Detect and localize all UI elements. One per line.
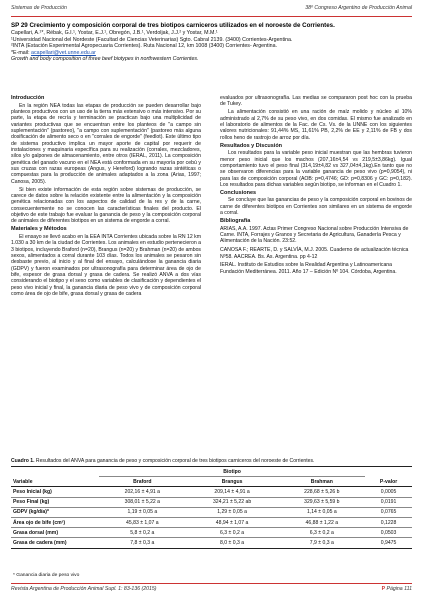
footer-divider: [11, 583, 412, 584]
email-link[interactable]: acapellari@vet.unne.edu.ar: [31, 49, 96, 56]
header-section: Sistemas de Producción: [11, 5, 67, 11]
reference-arias: ARIAS, A.A. 1997. Actas Primer Congreso Nacional sobre Producción Intensiva de Carne. INTA, Forrajes y Granos y Secretaria de Agricultura, Ganadería Pesca y Alimentación de la Nación. 23:52.: [220, 225, 409, 245]
right-column: [220, 95, 412, 278]
results-paragraph: Los resultados para la variable peso inicial muestran que las hembras tuvieron menor peso inicial que los machos (207,16±4,54 vs 219,5±3,86kg). Igual comportamiento tuvo el peso final (314,19±4,82 vs 327,04±4,1kg).En tanto que no se observaron diferencias para la variable ganancia de peso vivo (p=0,9054), ni para las de composición corporal (AOB: p=0,4746; GD: p=0,8306 y GC: p=0,182). Los resultados para dichas variables según biotipo, se informan en el Cuadro 1.: [220, 150, 412, 188]
paper-title: SP 29 Crecimiento y composición corporal de tres biotipos carniceros utilizados en el noroeste de Corrientes.: [11, 22, 335, 29]
table-caption: [11, 458, 412, 464]
col-variable: Variable: [11, 477, 99, 487]
header-congress: 38º Congreso Argentino de Producción Animal: [305, 5, 412, 11]
intro-paragraph-1: En la región NEA todas las etapas de producción se pueden desarrollar bajo planteos productivos con un uso de la tierra más extensivo o más intensivo. Por su parte, la etapa de recría y terminación se practican bajo una multiplicidad de variantes productivas que se encuentran entre los planteos de "a campo sin suplementación" (pastoreo), "a campo con suplementación" (pastoreo más alguna dosificación de alimento seco o en "corrales de engorde" (feedlot). Este último tipo de sistema productivo implica un mayor aporte de capital por requerir de instalaciones y maquinaria específica para su realización (corrales, mezcladores, silos y/o galpones de almacenamiento, entre otros (IERAL, 2011). La composición genética del ganado vacuno en el NEA está conformada en su mayoría por cebú y sus cruzas con razas europeas (Angus, y Hereford) logrando razas sintéticas o compuestas para la producción de animales adaptados a la zona (Arias, 1997; Canosa, 2005).: [11, 102, 201, 185]
col-p-valor: P-valor: [365, 477, 412, 487]
table-column-header-row: [11, 477, 412, 487]
authors: Capellari, A.¹*, Rébak, G.I.¹, Yostar, E.J.¹, Obregón, J.B.¹, Verdoljak, J.J.² y Yostar, M.M.¹: [11, 30, 218, 36]
footer-page-number: Página 111: [386, 586, 412, 592]
table-row: Grasa dorsal (mm) 5,8 ± 0,2 a 6,3 ± 0,2 a 6,3 ± 0,2 a 0,0503: [11, 528, 412, 538]
feed-paragraph: La alimentación consistió en una ración de maíz molido y núcleo al 10% administrado al 2,7% de su peso vivo, en dos comidas. El mismo fue analizado en el laboratorio de alimentos de la Fac. de Cs. Vs. de la UNNE con los siguientes valores nutricionales: 91,44% MS, 11,61% PB, 2,2% de EE y 2,11% de FB y dos rollos heno de rastrojo de arroz por día.: [220, 109, 412, 141]
running-header: [11, 5, 412, 15]
heading-conclusiones: Conclusiones: [220, 189, 257, 196]
paper-meta: [11, 30, 412, 63]
heading-materiales: Materiales y Métodos: [11, 226, 67, 233]
table-row: Peso Inicial (kg) 202,16 ± 4,91 a 209,14 ± 4,91 a 228,68 ± 5,26 b 0,0005: [11, 487, 412, 497]
col-brangus: Brangus: [186, 477, 279, 487]
table-row: Área ojo de bife (cm²) 45,83 ± 1,07 a 48,94 ± 1,07 a 46,88 ± 1,22 a 0,1228: [11, 517, 412, 527]
affiliation-2: ²INTA (Estación Experimental Agropecuaria Corrientes). Ruta Nacional 12, km 1008 (3400) Corrientes- Argentina.: [11, 43, 278, 50]
methods-continued: evaluados por ultrasonografía. Las medias se compararon post hoc con la prueba de Tukey.: [220, 95, 412, 108]
table-row: Peso Final (kg) 308,01 ± 5,22 a 324,21 ± 5,22 ab 329,63 ± 5,59 b 0,0191: [11, 497, 412, 507]
page-mark-icon: P: [381, 586, 386, 592]
heading-resultados: Resultados y Discusión: [220, 142, 283, 149]
table-caption-label: Cuadro 1.: [11, 458, 35, 464]
table-caption-text: Resultados del ANVA para ganancia de peso y composición corporal de tres biotipos carniceros del noroeste de Corrientes.: [35, 458, 315, 464]
left-column: [11, 95, 201, 299]
reference-ieral: IERAL. Instituto de Estudios sobre la Realidad Argentina y Latinoamericana Fundación Mediterránea. 2011. Año 17 – Edición Nº 104. Córdoba, Argentina.: [220, 262, 397, 275]
conclusion-paragraph: Se concluye que las ganancias de peso y la composición corporal en bovinos de carne de diferentes biotipos en Corrientes son similares en un sistema de engorde a corral.: [220, 197, 412, 217]
methods-paragraph: El ensayo se llevó acabo en la EEA INTA Corrientes ubicada sobre la RN 12 km 1.030 a 30 km de la ciudad de Corrientes. Los animales en estudio pertenecieron a 3 biotipos, incluyendo Braford (n=20), Brangus (n=20) y Brahman (n=20) de ambos sexos, alimentados a corral durante 103 días. Todos los animales se pesaron sin desbaste previo, al inicio y al final del ensayo, calculándose la ganancia diaria (GDPV) y fueron examinados por ultrasonografía para determinar área de ojo de bife, espesor de grasa dorsal y grasa de cadera. Se realizó ANVA a dos vías considerando el biotipo y el sexo como variables de clasificación y dependientes el peso vivo inicial y final, la ganancia diaria de peso vivo y de composición corporal como área de ojo de bife, grasa dorsal y grasa de cadera: [11, 233, 201, 297]
col-brahman: Brahman: [279, 477, 366, 487]
email-label: *E-mail:: [11, 49, 30, 56]
email-line: [11, 50, 412, 57]
col-braford: Braford: [99, 477, 186, 487]
heading-bibliografia: Bibliografía: [220, 218, 251, 225]
table-group-header-row: [11, 467, 412, 477]
header-divider: [11, 16, 412, 17]
footer-journal: Revista Argentina de Producción Animal Supl. 1: 83-136 (2015): [11, 586, 157, 592]
table-footnote: * Ganancia diaria de peso vivo: [13, 573, 80, 578]
heading-introduccion: Introducción: [11, 95, 45, 101]
results-table: [11, 466, 412, 549]
footer-page: [382, 586, 412, 592]
english-title: Growth and body composition of three beef biotypes in northwestern Corrientes.: [11, 56, 199, 63]
affiliation-1: ¹Universidad Nacional del Nordeste (Facultad de Ciencias Veterinarias) Sgto. Cabral 2139. (3400) Corrientes-Argentina.: [11, 36, 293, 43]
reference-canosa: CANOSA F.; REARTE, D. y SALVÍA, M.J. 2005. Cuaderno de actualización técnica Nº58. AACREA. Bs. As. Argentina. pp 4-12: [220, 247, 409, 260]
intro-paragraph-2: Si bien existe información de esta región sobre sistemas de producción, se carece de datos sobre la relación existente entre la alimentación y la composición genética relacionadas con los aspectos de calidad de la res y de la carne, consecuentemente no se conocen las características finales del producto. El objetivo de este trabajo fue evaluar la ganancia de peso y la composición corporal de animales de diferentes biotipos en un sistema de engorde a corral.: [11, 186, 201, 225]
biotipo-group-header: Biotipo: [99, 467, 365, 477]
table-row: GDPV (kg/día)* 1,19 ± 0,05 a 1,29 ± 0,05 a 1,14 ± 0,05 a 0,0765: [11, 507, 412, 517]
table-row: Grasa de cadera (mm) 7,8 ± 0,3 a 8,0 ± 0,3 a 7,9 ± 0,3 a 0,9475: [11, 538, 412, 548]
